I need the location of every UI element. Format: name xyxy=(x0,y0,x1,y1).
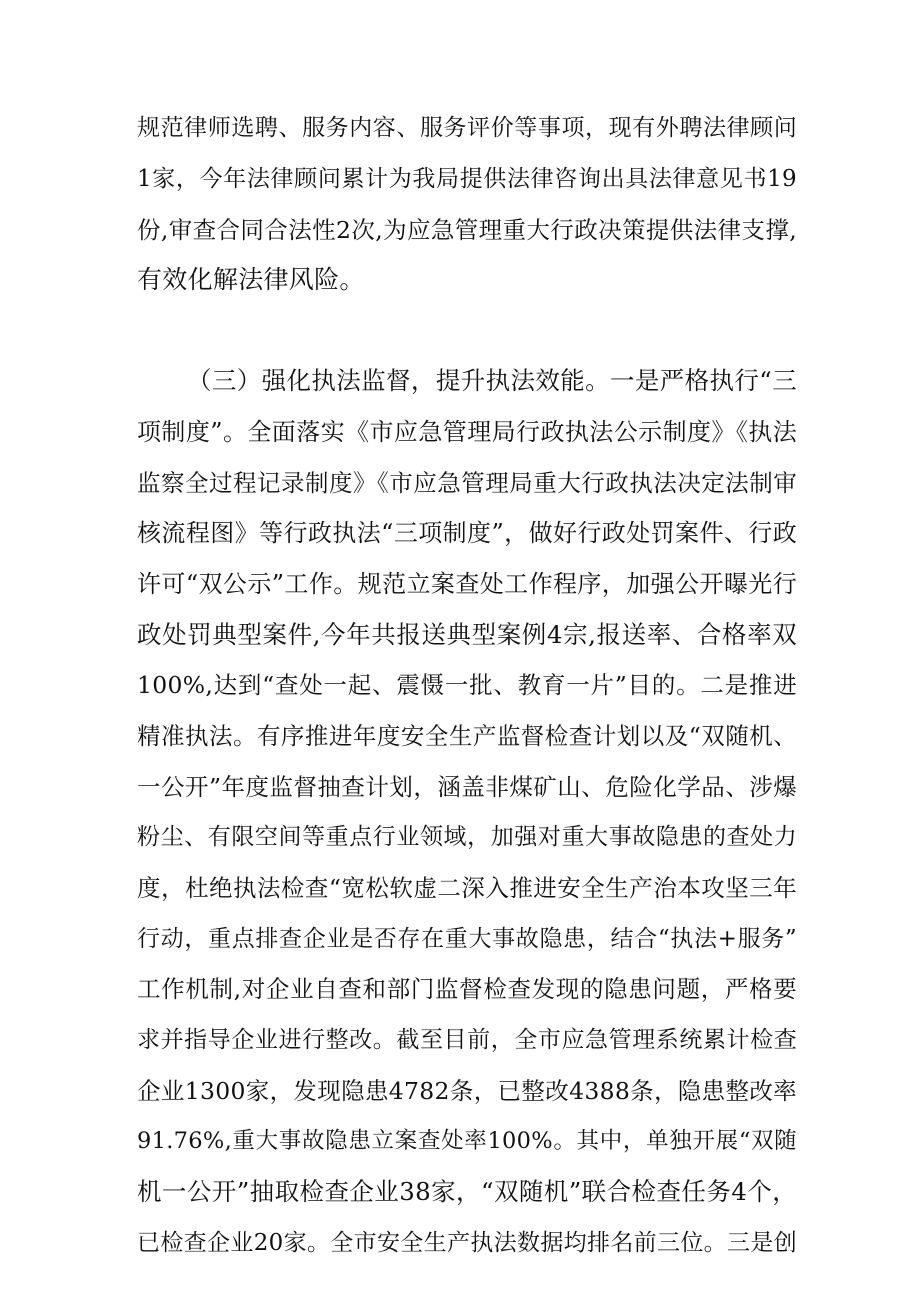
text-line: 工作机制,对企业自查和部门监督检查发现的隐患问题，严格要 xyxy=(137,975,797,1003)
text-line: 一公开”年度监督抽查计划，涵盖非煤矿山、危险化学品、涉爆 xyxy=(137,773,797,801)
text-line: 份,审查合同合法性2次,为应急管理重大行政决策提供法律支撑, xyxy=(137,216,797,244)
text-line: 精准执法。有序推进年度安全生产监督检查计划以及“双随机、 xyxy=(137,722,797,750)
section-heading-line: （三）强化执法监督，提升执法效能。一是严格执行“三 xyxy=(187,366,797,395)
text-line: 粉尘、有限空间等重点行业领域，加强对重大事故隐患的查处力 xyxy=(137,824,797,850)
text-line: 机一公开”抽取检查企业38家，“双随机”联合检查任务4个， xyxy=(137,1177,797,1206)
text-line: 企业1300家，发现隐患4782条，已整改4388条，隐患整改率 xyxy=(137,1077,797,1105)
text-line: 许可“双公示”工作。规范立案查处工作程序，加强公开曝光行 xyxy=(137,570,797,598)
text-line: 监察全过程记录制度》《市应急管理局重大行政执法决定法制审 xyxy=(137,469,797,497)
text-line: 政处罚典型案件,今年共报送典型案例4宗,报送率、合格率双 xyxy=(137,620,797,649)
text-line: 有效化解法律风险。 xyxy=(137,265,365,294)
text-line: 1家，今年法律顾问累计为我局提供法律咨询出具法律意见书19 xyxy=(137,166,797,192)
text-line: 规范律师选聘、服务内容、服务评价等事项，现有外聘法律顾问 xyxy=(137,115,797,141)
text-line: 项制度”。全面落实《市应急管理局行政执法公示制度》《执法 xyxy=(137,418,797,446)
text-line: 度，杜绝执法检查“宽松软虚二深入推进安全生产治本攻坚三年 xyxy=(137,874,797,902)
text-line: 行动，重点排查企业是否存在重大事故隐患，结合“执法+服务” xyxy=(137,926,797,952)
text-line: 求并指导企业进行整改。截至目前，全市应急管理系统累计检查 xyxy=(137,1027,797,1053)
text-line: 已检查企业20家。全市安全生产执法数据均排名前三位。三是创 xyxy=(137,1230,797,1256)
text-line: 100%,达到“查处一起、震慑一批、教育一片”目的。二是推进 xyxy=(137,671,797,699)
text-line: 核流程图》等行政执法“三项制度”，做好行政处罚案件、行政 xyxy=(137,519,797,547)
text-line: 91.76%,重大事故隐患立案查处率100%。其中，单独开展“双随 xyxy=(137,1128,797,1154)
